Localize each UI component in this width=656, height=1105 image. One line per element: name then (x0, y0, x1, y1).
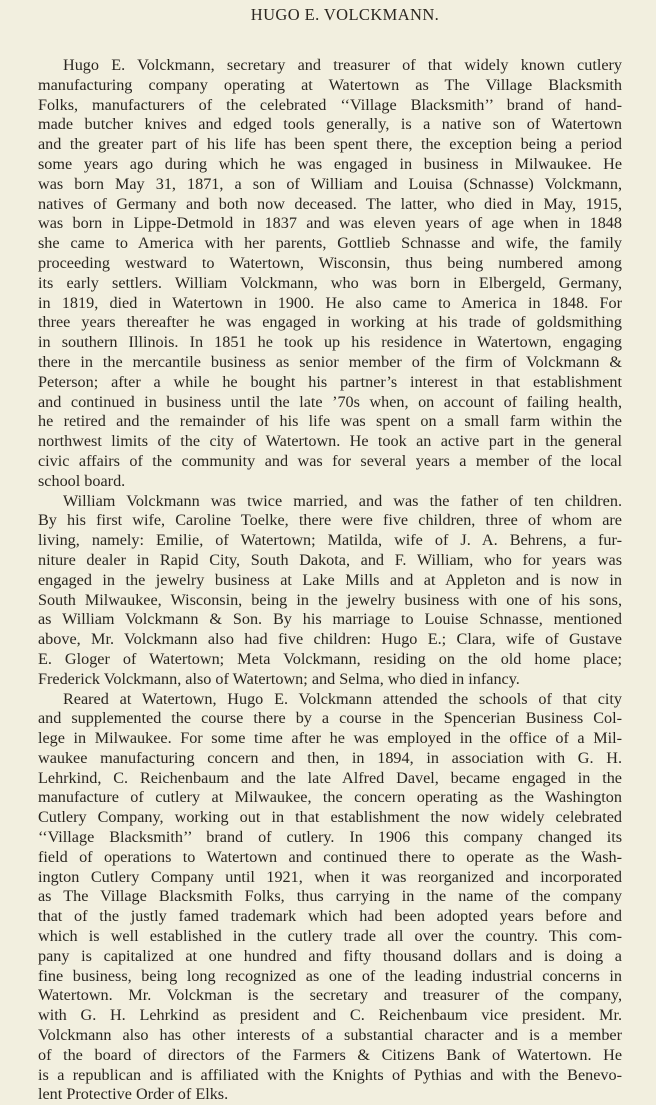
text-line: fine business, being long recognized as one of the leading industrial concerns in (38, 966, 622, 985)
text-line: proceeding westward to Watertown, Wisconsin, thus being numbered among (38, 253, 622, 272)
text-line: which is well established in the cutlery trade all over the country. This com- (38, 927, 622, 946)
text-line: as The Village Blacksmith Folks, thus carrying in the name of the company (38, 887, 622, 906)
text-line: some years ago during which he was engaged in business in Milwaukee. He (38, 154, 622, 173)
text-line: pany is capitalized at one hundred and fifty thousand dollars and is doing a (38, 946, 622, 965)
page-title: HUGO E. VOLCKMANN. (250, 5, 440, 24)
text-line: there in the mercantile business as senior member of the firm of Volckmann & (38, 352, 622, 371)
text-line: is a republican and is affiliated with the Knights of Pythias and with the Benevo- (38, 1065, 622, 1084)
text-line: living, namely: Emilie, of Watertown; Matilda, wife of J. A. Behrens, a fur- (38, 531, 622, 550)
text-line: she came to America with her parents, Gottlieb Schnasse and wife, the family (38, 234, 622, 253)
text-line: northwest limits of the city of Watertown. He took an active part in the general (38, 432, 622, 451)
text-line: Frederick Volckmann, also of Watertown; and Selma, who died in infancy. (38, 669, 520, 688)
text-line: lent Protective Order of Elks. (38, 1085, 229, 1104)
text-line: niture dealer in Rapid City, South Dakota, and F. William, who for years was (38, 550, 622, 569)
text-line: natives of Germany and both now deceased. The latter, who died in May, 1915, (38, 194, 622, 213)
text-line: in southern Illinois. In 1851 he took up his residence in Watertown, engaging (38, 333, 622, 352)
text-line: By his first wife, Caroline Toelke, there were five children, three of whom are (38, 511, 622, 530)
text-line: Folks, manufacturers of the celebrated ‘‘Village Blacksmith’’ brand of hand- (38, 95, 622, 114)
text-line: made butcher knives and edged tools generally, is a native son of Watertown (38, 115, 622, 134)
text-line: ington Cutlery Company until 1921, when it was reorganized and incorporated (38, 867, 622, 886)
text-line: and the greater part of his life has been spent there, the exception being a period (38, 135, 622, 154)
text-line: he retired and the remainder of his life was spent on a small farm within the (38, 412, 622, 431)
text-line: William Volckmann was twice married, and was the father of ten children. (63, 491, 622, 510)
text-line: Watertown. Mr. Volckman is the secretary and treasurer of the company, (38, 986, 622, 1005)
text-line: waukee manufacturing concern and then, in 1894, in association with G. H. (38, 748, 622, 767)
text-line: Volckmann also has other interests of a substantial character and is a member (38, 1026, 622, 1045)
text-line: E. Gloger of Watertown; Meta Volckmann, residing on the old home place; (38, 649, 622, 668)
text-line: Cutlery Company, working out in that establishment the now widely celebrated (38, 808, 622, 827)
text-line: was born in Lippe-Detmold in 1837 and was eleven years of age when in 1848 (38, 214, 622, 233)
text-line: field of operations to Watertown and continued there to operate as the Wash- (38, 847, 622, 866)
text-line: three years thereafter he was engaged in working at his trade of goldsmithing (38, 313, 622, 332)
text-line: engaged in the jewelry business at Lake Mills and at Appleton and is now in (38, 570, 622, 589)
text-line: above, Mr. Volckmann also had five children: Hugo E.; Clara, wife of Gustave (38, 630, 622, 649)
text-line: lege in Milwaukee. For some time after he was employed in the office of a Mil- (38, 729, 622, 748)
text-line: Peterson; after a while he bought his partner’s interest in that establishment (38, 372, 622, 391)
text-line: manufacture of cutlery at Milwaukee, the concern operating as the Washington (38, 788, 622, 807)
text-line: of the board of directors of the Farmers & Citizens Bank of Watertown. He (38, 1045, 622, 1064)
text-line: that of the justly famed trademark which had been adopted years before and (38, 907, 622, 926)
text-line: as William Volckmann & Son. By his marriage to Louise Schnasse, mentioned (38, 610, 622, 629)
text-line: and supplemented the course there by a course in the Spencerian Business Col- (38, 709, 622, 728)
text-line: Reared at Watertown, Hugo E. Volckmann attended the schools of that city (63, 689, 622, 708)
text-line: South Milwaukee, Wisconsin, being in the jewelry business with one of his sons, (38, 590, 622, 609)
document-body (38, 56, 622, 1105)
text-line: in 1819, died in Watertown in 1900. He also came to America in 1848. For (38, 293, 622, 312)
text-line: civic affairs of the community and was for several years a member of the local (38, 451, 622, 470)
text-line: Lehrkind, C. Reichenbaum and the late Alfred Davel, became engaged in the (38, 768, 622, 787)
text-line: was born May 31, 1871, a son of William and Louisa (Schnasse) Volckmann, (38, 174, 622, 193)
text-line: its early settlers. William Volckmann, who was born in Elbergeld, Germany, (38, 273, 622, 292)
text-line: manufacturing company operating at Watertown as The Village Blacksmith (38, 75, 622, 94)
text-line: school board. (38, 471, 126, 490)
text-line: and continued in business until the late ’70s when, on account of failing health, (38, 392, 622, 411)
text-line: ‘‘Village Blacksmith’’ brand of cutlery. In 1906 this company changed its (38, 828, 622, 847)
text-line: with G. H. Lehrkind as president and C. Reichenbaum vice president. Mr. (38, 1006, 622, 1025)
text-line: Hugo E. Volckmann, secretary and treasurer of that widely known cutlery (63, 56, 622, 74)
